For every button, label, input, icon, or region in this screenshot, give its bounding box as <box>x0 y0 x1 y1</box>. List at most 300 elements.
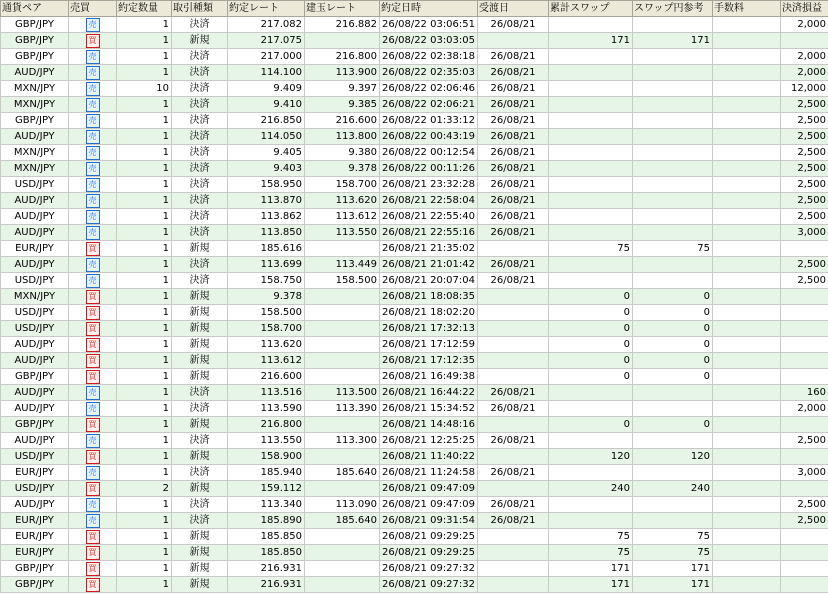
trade-type-cell: 新規 <box>172 561 228 577</box>
quantity-cell: 1 <box>117 305 172 321</box>
fee-cell <box>713 65 781 81</box>
settlement-pl-cell: 3,000 <box>781 225 828 241</box>
settlement-pl-cell: 2,500 <box>781 513 828 529</box>
trade-type-cell: 決済 <box>172 257 228 273</box>
position-rate-cell: 9.380 <box>305 145 380 161</box>
fee-cell <box>713 353 781 369</box>
datetime-cell: 26/08/22 02:06:21 <box>380 97 478 113</box>
settlement-pl-cell: 2,000 <box>781 65 828 81</box>
datetime-cell: 26/08/21 09:29:25 <box>380 545 478 561</box>
table-row[interactable] <box>1 353 828 369</box>
position-rate-cell <box>305 33 380 49</box>
fee-cell <box>713 401 781 417</box>
sell-badge: 売 <box>86 258 100 272</box>
swap-yen-reference-cell <box>633 113 713 129</box>
rate-cell: 114.050 <box>228 129 305 145</box>
trade-type-cell: 新規 <box>172 305 228 321</box>
position-rate-cell: 9.385 <box>305 97 380 113</box>
delivery-date-cell: 26/08/21 <box>478 113 549 129</box>
buy-badge: 買 <box>86 290 100 304</box>
trade-type-cell: 決済 <box>172 65 228 81</box>
rate-cell: 217.075 <box>228 33 305 49</box>
settlement-pl-cell: 2,500 <box>781 129 828 145</box>
table-row[interactable] <box>1 33 828 49</box>
table-row[interactable] <box>1 417 828 433</box>
side-cell <box>69 561 117 577</box>
delivery-date-cell <box>478 529 549 545</box>
table-row[interactable] <box>1 17 828 33</box>
datetime-cell: 26/08/21 23:32:28 <box>380 177 478 193</box>
table-row[interactable] <box>1 257 828 273</box>
rate-cell: 185.850 <box>228 545 305 561</box>
settlement-pl-cell <box>781 321 828 337</box>
swap-yen-reference-cell <box>633 385 713 401</box>
rate-cell: 113.516 <box>228 385 305 401</box>
table-row[interactable] <box>1 321 828 337</box>
datetime-cell: 26/08/21 21:35:02 <box>380 241 478 257</box>
quantity-cell: 1 <box>117 145 172 161</box>
quantity-cell: 10 <box>117 81 172 97</box>
column-header-rate[interactable]: 約定レート <box>228 1 305 17</box>
trade-type-cell: 決済 <box>172 161 228 177</box>
accumulated-swap-cell <box>549 401 633 417</box>
position-rate-cell: 185.640 <box>305 513 380 529</box>
quantity-cell: 1 <box>117 225 172 241</box>
accumulated-swap-cell <box>549 145 633 161</box>
swap-yen-reference-cell <box>633 257 713 273</box>
fee-cell <box>713 577 781 593</box>
sell-badge: 売 <box>86 18 100 32</box>
position-rate-cell: 113.449 <box>305 257 380 273</box>
fee-cell <box>713 161 781 177</box>
pair-cell: GBP/JPY <box>1 577 69 593</box>
sell-badge: 売 <box>86 514 100 528</box>
rate-cell: 185.890 <box>228 513 305 529</box>
side-cell <box>69 193 117 209</box>
trade-type-cell: 新規 <box>172 577 228 593</box>
delivery-date-cell: 26/08/21 <box>478 65 549 81</box>
fee-cell <box>713 321 781 337</box>
quantity-cell: 2 <box>117 481 172 497</box>
position-rate-cell: 113.390 <box>305 401 380 417</box>
quantity-cell: 1 <box>117 433 172 449</box>
datetime-cell: 26/08/21 09:27:32 <box>380 561 478 577</box>
settlement-pl-cell <box>781 353 828 369</box>
table-row[interactable] <box>1 81 828 97</box>
sell-badge: 売 <box>86 194 100 208</box>
table-row[interactable] <box>1 369 828 385</box>
accumulated-swap-cell <box>549 97 633 113</box>
accumulated-swap-cell <box>549 385 633 401</box>
column-header-position-rate[interactable]: 建玉レート <box>305 1 380 17</box>
pair-cell: USD/JPY <box>1 481 69 497</box>
column-header-swap-yen-reference[interactable]: スワップ円参考 <box>633 1 713 17</box>
settlement-pl-cell <box>781 449 828 465</box>
swap-yen-reference-cell: 171 <box>633 33 713 49</box>
buy-badge: 買 <box>86 450 100 464</box>
position-rate-cell: 185.640 <box>305 465 380 481</box>
pair-cell: GBP/JPY <box>1 17 69 33</box>
trade-type-cell: 決済 <box>172 145 228 161</box>
datetime-cell: 26/08/21 11:24:58 <box>380 465 478 481</box>
swap-yen-reference-cell <box>633 273 713 289</box>
table-row[interactable] <box>1 433 828 449</box>
fee-cell <box>713 433 781 449</box>
column-header-pair[interactable]: 通貨ペア <box>1 1 69 17</box>
delivery-date-cell <box>478 449 549 465</box>
position-rate-cell <box>305 321 380 337</box>
fee-cell <box>713 129 781 145</box>
position-rate-cell <box>305 529 380 545</box>
pair-cell: AUD/JPY <box>1 129 69 145</box>
rate-cell: 9.405 <box>228 145 305 161</box>
side-cell <box>69 17 117 33</box>
table-row[interactable] <box>1 97 828 113</box>
rate-cell: 216.931 <box>228 577 305 593</box>
accumulated-swap-cell <box>549 129 633 145</box>
fee-cell <box>713 193 781 209</box>
side-cell <box>69 401 117 417</box>
delivery-date-cell <box>478 545 549 561</box>
accumulated-swap-cell: 75 <box>549 241 633 257</box>
rate-cell: 9.403 <box>228 161 305 177</box>
table-row[interactable] <box>1 289 828 305</box>
pair-cell: EUR/JPY <box>1 241 69 257</box>
accumulated-swap-cell: 0 <box>549 353 633 369</box>
table-row[interactable] <box>1 113 828 129</box>
accumulated-swap-cell <box>549 225 633 241</box>
table-row[interactable] <box>1 161 828 177</box>
rate-cell: 9.378 <box>228 289 305 305</box>
table-row[interactable] <box>1 337 828 353</box>
quantity-cell: 1 <box>117 449 172 465</box>
table-row[interactable] <box>1 209 828 225</box>
pair-cell: AUD/JPY <box>1 257 69 273</box>
position-rate-cell: 158.500 <box>305 273 380 289</box>
accumulated-swap-cell: 75 <box>549 529 633 545</box>
side-cell <box>69 497 117 513</box>
side-cell <box>69 481 117 497</box>
datetime-cell: 26/08/22 03:03:05 <box>380 33 478 49</box>
side-cell <box>69 417 117 433</box>
delivery-date-cell <box>478 33 549 49</box>
buy-badge: 買 <box>86 306 100 320</box>
trade-type-cell: 決済 <box>172 193 228 209</box>
table-row[interactable] <box>1 513 828 529</box>
side-cell <box>69 433 117 449</box>
table-row[interactable] <box>1 177 828 193</box>
swap-yen-reference-cell <box>633 513 713 529</box>
side-cell <box>69 129 117 145</box>
column-header-accumulated-swap[interactable]: 累計スワップ <box>549 1 633 17</box>
datetime-cell: 26/08/22 00:11:26 <box>380 161 478 177</box>
datetime-cell: 26/08/21 20:07:04 <box>380 273 478 289</box>
table-row[interactable] <box>1 529 828 545</box>
table-row[interactable] <box>1 305 828 321</box>
delivery-date-cell: 26/08/21 <box>478 401 549 417</box>
delivery-date-cell: 26/08/21 <box>478 497 549 513</box>
table-row[interactable] <box>1 273 828 289</box>
side-cell <box>69 321 117 337</box>
swap-yen-reference-cell: 0 <box>633 417 713 433</box>
settlement-pl-cell <box>781 337 828 353</box>
datetime-cell: 26/08/22 00:43:19 <box>380 129 478 145</box>
pair-cell: USD/JPY <box>1 321 69 337</box>
swap-yen-reference-cell: 120 <box>633 449 713 465</box>
position-rate-cell: 113.500 <box>305 385 380 401</box>
sell-badge: 売 <box>86 98 100 112</box>
position-rate-cell: 113.900 <box>305 65 380 81</box>
quantity-cell: 1 <box>117 545 172 561</box>
swap-yen-reference-cell <box>633 209 713 225</box>
position-rate-cell <box>305 369 380 385</box>
quantity-cell: 1 <box>117 577 172 593</box>
quantity-cell: 1 <box>117 257 172 273</box>
column-header-fee[interactable]: 手数料 <box>713 1 781 17</box>
swap-yen-reference-cell: 75 <box>633 529 713 545</box>
delivery-date-cell <box>478 577 549 593</box>
swap-yen-reference-cell <box>633 17 713 33</box>
rate-cell: 113.850 <box>228 225 305 241</box>
position-rate-cell <box>305 449 380 465</box>
table-row[interactable] <box>1 449 828 465</box>
quantity-cell: 1 <box>117 49 172 65</box>
column-header-side[interactable]: 売買 <box>69 1 117 17</box>
fee-cell <box>713 273 781 289</box>
swap-yen-reference-cell: 0 <box>633 353 713 369</box>
swap-yen-reference-cell: 0 <box>633 305 713 321</box>
quantity-cell: 1 <box>117 353 172 369</box>
pair-cell: AUD/JPY <box>1 353 69 369</box>
quantity-cell: 1 <box>117 161 172 177</box>
side-cell <box>69 305 117 321</box>
column-header-datetime[interactable]: 約定日時 <box>380 1 478 17</box>
rate-cell: 113.550 <box>228 433 305 449</box>
swap-yen-reference-cell: 0 <box>633 369 713 385</box>
delivery-date-cell: 26/08/21 <box>478 209 549 225</box>
accumulated-swap-cell: 171 <box>549 561 633 577</box>
table-row[interactable] <box>1 145 828 161</box>
delivery-date-cell <box>478 353 549 369</box>
rate-cell: 113.612 <box>228 353 305 369</box>
pair-cell: USD/JPY <box>1 305 69 321</box>
quantity-cell: 1 <box>117 177 172 193</box>
trade-type-cell: 新規 <box>172 369 228 385</box>
column-header-quantity[interactable]: 約定数量 <box>117 1 172 17</box>
fee-cell <box>713 241 781 257</box>
swap-yen-reference-cell: 0 <box>633 289 713 305</box>
buy-badge: 買 <box>86 562 100 576</box>
position-rate-cell <box>305 561 380 577</box>
delivery-date-cell: 26/08/21 <box>478 433 549 449</box>
settlement-pl-cell: 2,500 <box>781 273 828 289</box>
position-rate-cell: 216.800 <box>305 49 380 65</box>
rate-cell: 114.100 <box>228 65 305 81</box>
quantity-cell: 1 <box>117 289 172 305</box>
sell-badge: 売 <box>86 82 100 96</box>
side-cell <box>69 369 117 385</box>
buy-badge: 買 <box>86 242 100 256</box>
table-row[interactable] <box>1 129 828 145</box>
datetime-cell: 26/08/21 17:32:13 <box>380 321 478 337</box>
trade-type-cell: 決済 <box>172 81 228 97</box>
table-row[interactable] <box>1 481 828 497</box>
pair-cell: AUD/JPY <box>1 209 69 225</box>
position-rate-cell <box>305 481 380 497</box>
buy-badge: 買 <box>86 482 100 496</box>
trade-type-cell: 新規 <box>172 289 228 305</box>
settlement-pl-cell: 2,500 <box>781 257 828 273</box>
delivery-date-cell: 26/08/21 <box>478 145 549 161</box>
settlement-pl-cell: 2,500 <box>781 97 828 113</box>
rate-cell: 216.800 <box>228 417 305 433</box>
sell-badge: 売 <box>86 386 100 400</box>
fee-cell <box>713 417 781 433</box>
fee-cell <box>713 513 781 529</box>
table-row[interactable] <box>1 401 828 417</box>
accumulated-swap-cell <box>549 465 633 481</box>
table-row[interactable] <box>1 49 828 65</box>
datetime-cell: 26/08/21 15:34:52 <box>380 401 478 417</box>
delivery-date-cell: 26/08/21 <box>478 81 549 97</box>
fee-cell <box>713 257 781 273</box>
rate-cell: 113.870 <box>228 193 305 209</box>
side-cell <box>69 113 117 129</box>
datetime-cell: 26/08/22 00:12:54 <box>380 145 478 161</box>
quantity-cell: 1 <box>117 513 172 529</box>
settlement-pl-cell: 2,500 <box>781 177 828 193</box>
position-rate-cell: 113.090 <box>305 497 380 513</box>
fee-cell <box>713 81 781 97</box>
swap-yen-reference-cell: 75 <box>633 241 713 257</box>
buy-badge: 買 <box>86 530 100 544</box>
settlement-pl-cell: 2,500 <box>781 145 828 161</box>
accumulated-swap-cell <box>549 433 633 449</box>
sell-badge: 売 <box>86 130 100 144</box>
rate-cell: 216.600 <box>228 369 305 385</box>
table-row[interactable] <box>1 497 828 513</box>
side-cell <box>69 241 117 257</box>
delivery-date-cell: 26/08/21 <box>478 129 549 145</box>
settlement-pl-cell <box>781 369 828 385</box>
datetime-cell: 26/08/22 03:06:51 <box>380 17 478 33</box>
accumulated-swap-cell: 75 <box>549 545 633 561</box>
swap-yen-reference-cell <box>633 97 713 113</box>
table-row[interactable] <box>1 65 828 81</box>
delivery-date-cell: 26/08/21 <box>478 49 549 65</box>
table-row[interactable] <box>1 545 828 561</box>
sell-badge: 売 <box>86 434 100 448</box>
trade-type-cell: 決済 <box>172 465 228 481</box>
table-row[interactable] <box>1 561 828 577</box>
quantity-cell: 1 <box>117 273 172 289</box>
column-header-delivery-date[interactable]: 受渡日 <box>478 1 549 17</box>
rate-cell: 113.590 <box>228 401 305 417</box>
fee-cell <box>713 497 781 513</box>
swap-yen-reference-cell <box>633 465 713 481</box>
fee-cell <box>713 17 781 33</box>
pair-cell: USD/JPY <box>1 177 69 193</box>
pair-cell: GBP/JPY <box>1 33 69 49</box>
rate-cell: 185.850 <box>228 529 305 545</box>
trade-type-cell: 決済 <box>172 49 228 65</box>
datetime-cell: 26/08/21 09:31:54 <box>380 513 478 529</box>
accumulated-swap-cell <box>549 177 633 193</box>
pair-cell: EUR/JPY <box>1 513 69 529</box>
trade-type-cell: 新規 <box>172 337 228 353</box>
rate-cell: 159.112 <box>228 481 305 497</box>
trade-type-cell: 新規 <box>172 449 228 465</box>
side-cell <box>69 145 117 161</box>
delivery-date-cell: 26/08/21 <box>478 17 549 33</box>
position-rate-cell: 113.550 <box>305 225 380 241</box>
trade-type-cell: 決済 <box>172 497 228 513</box>
table-row[interactable] <box>1 225 828 241</box>
rate-cell: 113.862 <box>228 209 305 225</box>
datetime-cell: 26/08/21 21:01:42 <box>380 257 478 273</box>
table-row[interactable] <box>1 193 828 209</box>
rate-cell: 158.950 <box>228 177 305 193</box>
fee-cell <box>713 33 781 49</box>
accumulated-swap-cell <box>549 209 633 225</box>
trade-type-cell: 新規 <box>172 417 228 433</box>
datetime-cell: 26/08/21 12:25:25 <box>380 433 478 449</box>
swap-yen-reference-cell <box>633 225 713 241</box>
table-row[interactable] <box>1 385 828 401</box>
quantity-cell: 1 <box>117 497 172 513</box>
position-rate-cell <box>305 305 380 321</box>
trade-type-cell: 新規 <box>172 529 228 545</box>
pair-cell: USD/JPY <box>1 449 69 465</box>
position-rate-cell <box>305 577 380 593</box>
pair-cell: EUR/JPY <box>1 545 69 561</box>
rate-cell: 9.409 <box>228 81 305 97</box>
table-row[interactable] <box>1 241 828 257</box>
position-rate-cell: 113.300 <box>305 433 380 449</box>
sell-badge: 売 <box>86 50 100 64</box>
delivery-date-cell <box>478 337 549 353</box>
swap-yen-reference-cell <box>633 65 713 81</box>
settlement-pl-cell: 2,500 <box>781 113 828 129</box>
accumulated-swap-cell: 0 <box>549 337 633 353</box>
settlement-pl-cell: 2,500 <box>781 497 828 513</box>
position-rate-cell: 113.620 <box>305 193 380 209</box>
sell-badge: 売 <box>86 226 100 240</box>
quantity-cell: 1 <box>117 241 172 257</box>
trade-type-cell: 決済 <box>172 177 228 193</box>
settlement-pl-cell <box>781 577 828 593</box>
rate-cell: 217.082 <box>228 17 305 33</box>
column-header-settlement-pl[interactable]: 決済損益 <box>781 1 828 17</box>
table-row[interactable] <box>1 465 828 481</box>
column-header-trade-type[interactable]: 取引種類 <box>172 1 228 17</box>
pair-cell: USD/JPY <box>1 273 69 289</box>
trade-type-cell: 新規 <box>172 241 228 257</box>
delivery-date-cell: 26/08/21 <box>478 513 549 529</box>
quantity-cell: 1 <box>117 465 172 481</box>
pair-cell: MXN/JPY <box>1 81 69 97</box>
side-cell <box>69 289 117 305</box>
settlement-pl-cell <box>781 481 828 497</box>
swap-yen-reference-cell: 171 <box>633 577 713 593</box>
buy-badge: 買 <box>86 370 100 384</box>
delivery-date-cell: 26/08/21 <box>478 257 549 273</box>
table-row[interactable] <box>1 577 828 593</box>
datetime-cell: 26/08/21 09:47:09 <box>380 481 478 497</box>
pair-cell: AUD/JPY <box>1 225 69 241</box>
quantity-cell: 1 <box>117 369 172 385</box>
quantity-cell: 1 <box>117 209 172 225</box>
